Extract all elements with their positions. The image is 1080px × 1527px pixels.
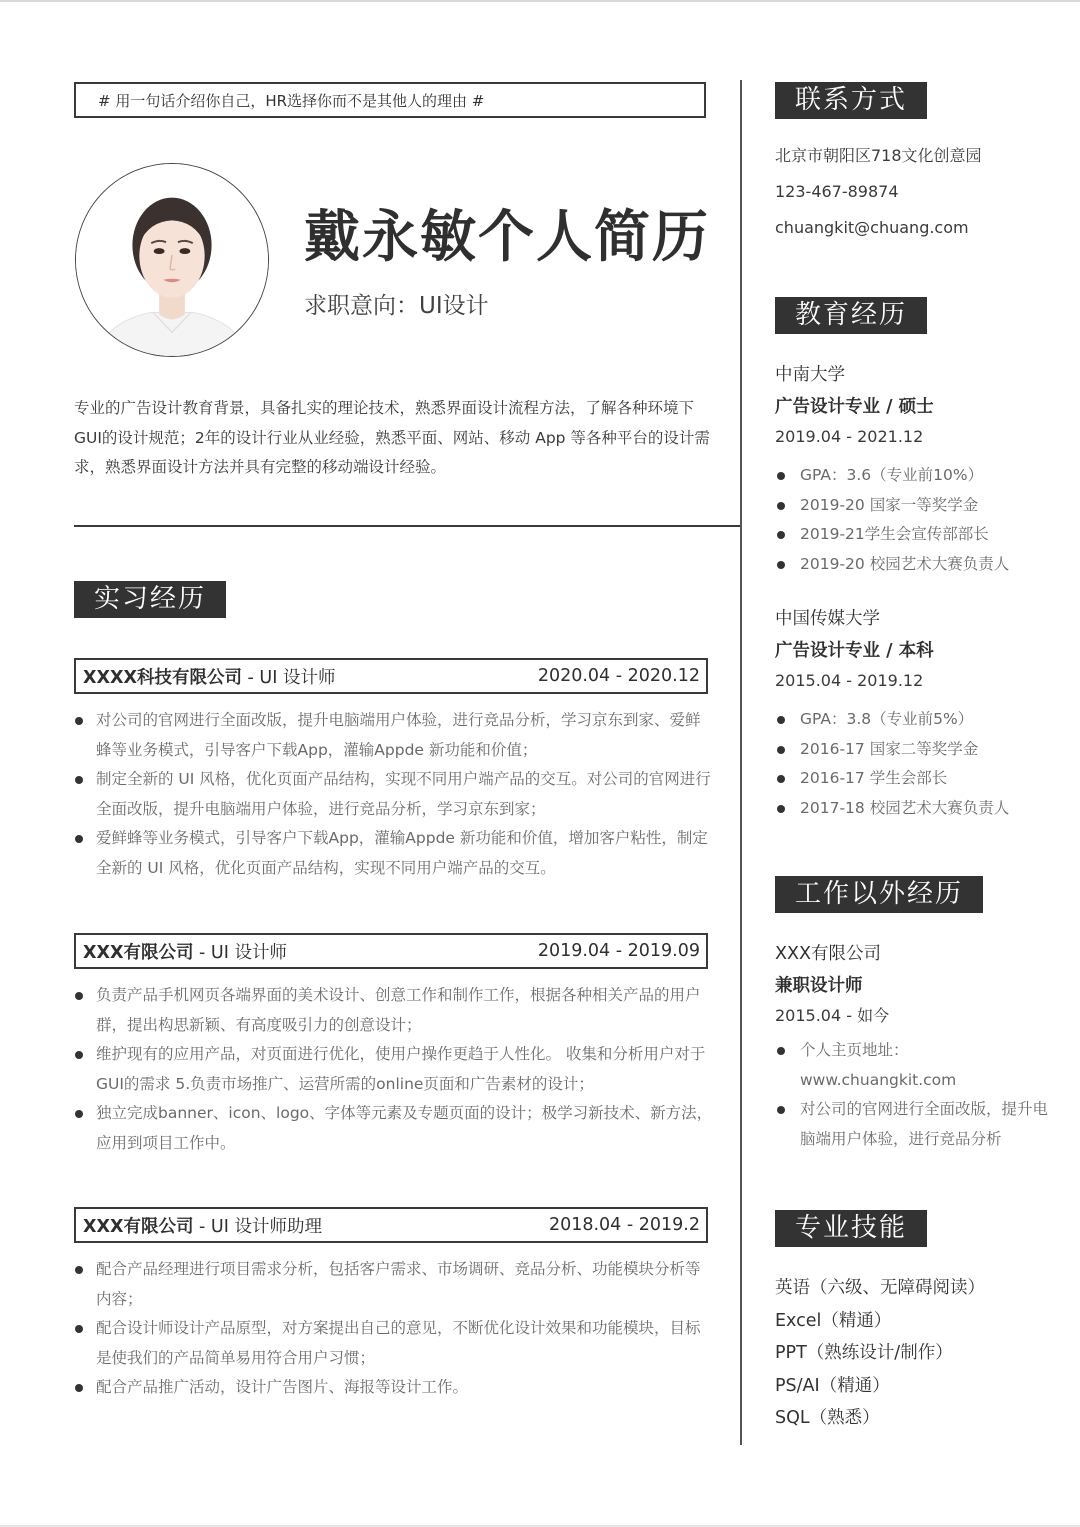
list-item: 负责产品手机网页各端界面的美术设计、创意工作和制作工作，根据各种相关产品的用户群，提出构思新颖、有高度吸引力的创意设计； <box>74 981 714 1040</box>
resume-title: 戴永敏个人简历 <box>304 205 710 270</box>
portrait-icon <box>76 164 268 356</box>
contact-address: 北京市朝阳区718文化创意园 <box>775 146 982 165</box>
job-header <box>74 933 708 969</box>
skill-item: PPT（熟练设计/制作） <box>775 1343 953 1363</box>
column-divider <box>740 80 742 1445</box>
list-item: 2019-20 校园艺术大赛负责人 <box>775 550 1065 580</box>
job-bullet-list <box>74 706 714 883</box>
self-summary: 专业的广告设计教育背景，具备扎实的理论技术，熟悉界面设计流程方法，了解各种环境下GUI的设计规范；2年的设计行业从业经验，熟悉平面、网站、移动 App 等各种平台的设计需求，熟悉界面设计方法并具有完整的移动端设计经验。 <box>74 399 710 476</box>
list-item: 制定全新的 UI 风格，优化页面产品结构，实现不同用户端产品的交互。对公司的官网进行全面改版，提升电脑端用户体验，进行竞品分析，学习京东到家； <box>74 765 714 824</box>
extra-period: 2015.04 - 如今 <box>775 1006 890 1025</box>
list-item: 个人主页地址：www.chuangkit.com <box>775 1036 1055 1095</box>
horizontal-divider <box>74 525 741 527</box>
list-item: 2019-21学生会宣传部部长 <box>775 520 1065 550</box>
job-header <box>74 658 708 694</box>
job-company: XXXX科技有限公司 <box>83 667 242 688</box>
skill-item: Excel（精通） <box>775 1310 892 1331</box>
job-period: 2018.04 - 2019.2 <box>548 1215 700 1235</box>
education-bullet-list <box>775 705 1065 823</box>
job-role: - UI 设计师 <box>193 942 287 963</box>
job-period: 2019.04 - 2019.09 <box>537 941 700 961</box>
list-item: 配合产品经理进行项目需求分析，包括客户需求、市场调研、竞品分析、功能模块分析等内容； <box>74 1255 714 1314</box>
contact-block <box>775 138 1065 246</box>
list-item: GPA：3.6（专业前10%） <box>775 461 1065 491</box>
list-item: 2016-17 国家二等奖学金 <box>775 735 1065 765</box>
section-title-education: 教育经历 <box>775 297 927 334</box>
list-item: 2017-18 校园艺术大赛负责人 <box>775 794 1065 824</box>
skill-item: 英语（六级、无障碍阅读） <box>775 1278 985 1298</box>
section-title-internship: 实习经历 <box>74 581 226 618</box>
job-role: - UI 设计师助理 <box>193 1216 322 1237</box>
list-item: 独立完成banner、icon、logo、字体等元素及专题页面的设计；极学习新技术、新方法，应用到项目工作中。 <box>74 1099 714 1158</box>
list-item: 对公司的官网进行全面改版，提升电脑端用户体验，进行竞品分析 <box>775 1095 1055 1154</box>
school-major: 广告设计专业 / 本科 <box>775 641 934 661</box>
extra-experience-entry <box>775 938 1055 1154</box>
school-period: 2019.04 - 2021.12 <box>775 427 924 446</box>
school-name: 中国传媒大学 <box>775 609 880 629</box>
education-entry <box>775 603 1065 823</box>
job-title <box>83 939 287 964</box>
section-title-extra-experience: 工作以外经历 <box>775 876 983 913</box>
skills-list <box>775 1272 1065 1435</box>
education-bullet-list <box>775 461 1065 579</box>
list-item: GPA：3.8（专业前5%） <box>775 705 1065 735</box>
list-item: 维护现有的应用产品，对页面进行优化，使用户操作更趋于人性化。 收集和分析用户对于GUI的需求 5.负责市场推广、运营所需的online页面和广告素材的设计； <box>74 1040 714 1099</box>
job-period: 2020.04 - 2020.12 <box>537 666 700 686</box>
profile-photo <box>75 163 269 357</box>
extra-company: XXX有限公司 <box>775 944 881 964</box>
job-role: - UI 设计师 <box>241 667 336 688</box>
list-item: 对公司的官网进行全面改版，提升电脑端用户体验，进行竞品分析，学习京东到家、爱鲜蜂等业务模式，引导客户下载App，灌输Appde 新功能和价值； <box>74 706 714 765</box>
section-title-contact: 联系方式 <box>775 82 927 119</box>
extra-bullet-list <box>775 1036 1055 1154</box>
job-header <box>74 1207 708 1243</box>
job-company: XXX有限公司 <box>83 1216 194 1237</box>
school-major: 广告设计专业 / 硕士 <box>775 397 934 417</box>
tagline-text: # 用一句话介绍你自己，HR选择你而不是其他人的理由 # <box>98 91 485 110</box>
list-item: 2019-20 国家一等奖学金 <box>775 491 1065 521</box>
job-company: XXX有限公司 <box>83 942 194 963</box>
school-name: 中南大学 <box>775 365 845 385</box>
tagline-box <box>74 82 706 118</box>
education-entry <box>775 359 1065 579</box>
section-title-skills: 专业技能 <box>775 1210 927 1247</box>
contact-email[interactable]: chuangkit@chuang.com <box>775 218 969 237</box>
job-intent: 求职意向：UI设计 <box>304 293 489 319</box>
skill-item: SQL（熟悉） <box>775 1408 880 1428</box>
job-title <box>83 664 335 689</box>
list-item: 爱鲜蜂等业务模式，引导客户下载App，灌输Appde 新功能和价值，增加客户粘性，制定全新的 UI 风格，优化页面产品结构，实现不同用户端产品的交互。 <box>74 824 714 883</box>
list-item: 配合产品推广活动，设计广告图片、海报等设计工作。 <box>74 1373 714 1403</box>
skill-item: PS/AI（精通） <box>775 1375 890 1396</box>
job-title <box>83 1213 322 1238</box>
extra-role: 兼职设计师 <box>775 976 863 996</box>
job-bullet-list <box>74 1255 714 1403</box>
job-bullet-list <box>74 981 714 1158</box>
contact-phone: 123-467-89874 <box>775 182 899 201</box>
school-period: 2015.04 - 2019.12 <box>775 671 924 690</box>
list-item: 配合设计师设计产品原型，对方案提出自己的意见，不断优化设计效果和功能模块，目标是使我们的产品简单易用符合用户习惯； <box>74 1314 714 1373</box>
list-item: 2016-17 学生会部长 <box>775 764 1065 794</box>
page-top-edge <box>0 0 1080 2</box>
